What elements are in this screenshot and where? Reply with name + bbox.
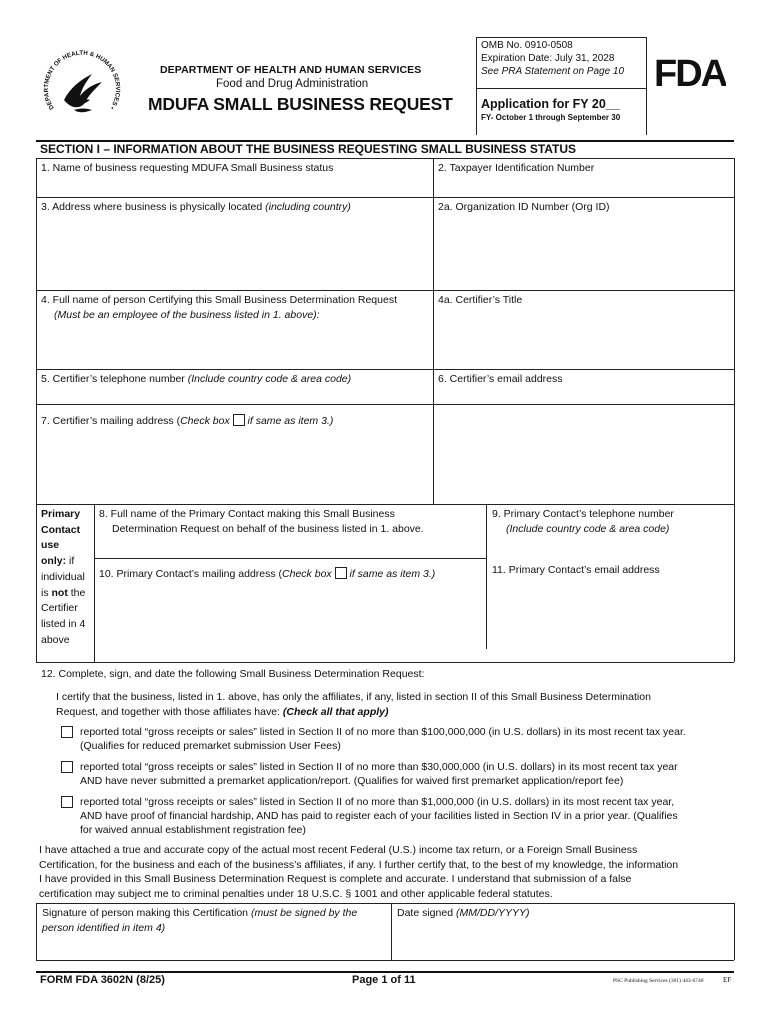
field-9-label: 9. Primary Contact’s telephone number: [492, 508, 674, 520]
option-30m[interactable]: [61, 760, 731, 790]
fy-note: FY- October 1 through September 30: [481, 113, 621, 122]
expiration-date: Expiration Date: July 31, 2028: [481, 53, 615, 64]
field-11-label: 11. Primary Contact’s email address: [492, 564, 660, 576]
field-3-address[interactable]: [41, 200, 351, 215]
field-5-label: 5. Certifier’s telephone number: [41, 373, 188, 385]
fda-logo: [652, 52, 726, 92]
option-100m-checkbox[interactable]: [61, 726, 73, 738]
primary-contact-note: [41, 507, 93, 648]
field-8-label-2: Determination Request on behalf of the business listed in 1. above.: [112, 523, 424, 535]
field-12-label: 12. Complete, sign, and date the following Small Business Determination Request:: [41, 668, 425, 680]
field-2a-org-id[interactable]: [438, 200, 610, 215]
signature-label: Signature of person making this Certification: [42, 907, 251, 919]
same-as-item3-checkbox-7[interactable]: [233, 414, 245, 426]
attestation-text: [39, 843, 678, 901]
page-number: Page 1 of 11: [352, 974, 416, 986]
field-5-certifier-phone[interactable]: [41, 372, 351, 387]
application-fy: Application for FY 20__: [481, 97, 620, 111]
signature-hint-2: person identified in item 4): [42, 922, 166, 934]
psc-publishing-note: PSC Publishing Services (301) 443-6740: [613, 978, 704, 984]
form-title: MDUFA SMALL BUSINESS REQUEST: [148, 94, 453, 114]
certify-line-2: Request, and together with those affiliates have:: [56, 706, 283, 718]
date-signed-label: Date signed: [397, 907, 456, 919]
option-1m-line-2: AND have proof of financial hardship, AND has paid to register each of your facilities listed in Section IV in a prior year. (Qualifies: [80, 810, 678, 822]
field-4-certifier-name[interactable]: [41, 293, 397, 323]
field-3-label: 3. Address where business is physically located: [41, 201, 266, 213]
agency-name: Food and Drug Administration: [216, 78, 369, 90]
field-4-hint: (Must be an employee of the business listed in 1. above):: [54, 309, 320, 321]
pc-note-3: use: [41, 539, 60, 552]
certify-statement: [56, 690, 651, 720]
pc-note-5: individual: [41, 570, 85, 583]
field-5-hint: (Include country code & area code): [187, 373, 352, 385]
field-7-label: 7. Certifier’s mailing address (: [41, 415, 181, 427]
pc-note-4: only:: [41, 555, 67, 568]
option-100m-line-2: (Qualifies for reduced premarket submission User Fees): [80, 740, 341, 752]
field-10-hint: Check box: [282, 568, 332, 580]
pra-statement-note: See PRA Statement on Page 10: [481, 66, 625, 77]
date-signed-hint: (MM/DD/YYYY): [455, 907, 530, 919]
pc-note-6c: the: [67, 586, 86, 599]
attest-line-2: Certification, for the business and each of the business’s affiliates, if any. I further certify that, to the best of my knowledge, the information: [39, 858, 679, 871]
pc-note-7: Certifier: [41, 602, 78, 615]
field-1-label: 1. Name of business requesting MDUFA Small Business status: [41, 162, 334, 174]
field-8-label: 8. Full name of the Primary Contact making this Small Business: [99, 508, 395, 520]
field-2-label: 2. Taxpayer Identification Number: [438, 162, 595, 174]
field-6-label: 6. Certifier’s email address: [438, 373, 563, 385]
field-4a-certifier-title[interactable]: [438, 293, 522, 308]
signature-field[interactable]: [42, 906, 357, 936]
option-1m-line-1: reported total “gross receipts or sales” listed in Section II of no more than $1,000,000 (in U.S. dollars) in its most recent tax year,: [80, 796, 675, 808]
field-7-hint: Check box: [180, 415, 230, 427]
field-4a-label: 4a. Certifier’s Title: [438, 294, 523, 306]
signature-hint: (must be signed by the: [250, 907, 358, 919]
option-100m-line-1: reported total “gross receipts or sales” listed in Section II of no more than $100,000,000 (in U.S. dollars) in its most recent tax year.: [80, 726, 686, 738]
pc-note-9: above: [41, 633, 70, 646]
seal-text: DEPARTMENT OF HEALTH & HUMAN SERVICES •: [42, 49, 122, 111]
field-2-taxpayer-id[interactable]: [438, 161, 594, 176]
field-7-hint-2: if same as item 3.): [247, 415, 334, 427]
field-1-business-name[interactable]: [41, 161, 333, 176]
field-8-primary-contact-name[interactable]: [99, 507, 424, 537]
fda-logo-text: FDA: [654, 53, 726, 92]
attest-line-4: certification may subject me to criminal penalties under 18 U.S.C. § 1001 and other applicable federal statutes.: [39, 887, 553, 900]
pc-note-1: Primary: [41, 508, 81, 520]
option-100m[interactable]: [61, 725, 731, 755]
option-1m[interactable]: [61, 795, 731, 839]
field-10-primary-contact-mailing-address[interactable]: [99, 567, 435, 582]
pc-note-8: listed in 4: [41, 617, 86, 630]
section-1-title: SECTION I – INFORMATION ABOUT THE BUSINESS REQUESTING SMALL BUSINESS STATUS: [40, 142, 577, 156]
omb-number: OMB No. 0910-0508: [481, 40, 573, 51]
field-2a-label: 2a. Organization ID Number (Org ID): [438, 201, 610, 213]
form-number: FORM FDA 3602N (8/25): [40, 974, 165, 986]
hhs-seal: [40, 38, 122, 130]
check-all-note: (Check all that apply): [282, 706, 389, 718]
field-11-primary-contact-email[interactable]: [492, 563, 660, 578]
department-name: DEPARTMENT OF HEALTH AND HUMAN SERVICES: [160, 64, 422, 76]
field-10-label: 10. Primary Contact’s mailing address (: [99, 568, 283, 580]
pc-note-6b: not: [51, 586, 68, 599]
field-9-primary-contact-phone[interactable]: [492, 507, 674, 537]
pc-note-4b: if: [66, 555, 75, 568]
field-7-certifier-mailing-address[interactable]: [41, 414, 333, 429]
field-6-certifier-email[interactable]: [438, 372, 563, 387]
ef-mark: EF: [723, 976, 732, 984]
option-1m-line-3: for waived annual establishment registration fee): [80, 824, 306, 836]
option-30m-checkbox[interactable]: [61, 761, 73, 773]
option-1m-checkbox[interactable]: [61, 796, 73, 808]
option-30m-line-2: AND have never submitted a premarket application/report. (Qualifies for waived first premarket application/report fee): [80, 775, 624, 787]
date-signed-field[interactable]: [397, 906, 529, 921]
pc-note-2: Contact: [41, 523, 81, 536]
field-9-hint: (Include country code & area code): [506, 523, 670, 535]
certify-line-1: I certify that the business, listed in 1. above, has only the affiliates, if any, listed in section II of this Small Business Determination: [56, 691, 651, 703]
field-10-hint-2: if same as item 3.): [349, 568, 436, 580]
attest-line-3: I have provided in this Small Business Determination Request is complete and accurate. I understand that submission of a false: [39, 873, 632, 885]
option-30m-line-1: reported total “gross receipts or sales” listed in Section II of no more than $30,000,000 (in U.S. dollars) in its most recent tax year: [80, 761, 678, 773]
attest-line-1: I have attached a true and accurate copy of the actual most recent Federal (U.S.) income tax return, or a Foreign Small Business: [39, 844, 638, 856]
same-as-item3-checkbox-10[interactable]: [335, 567, 347, 579]
field-4-label: 4. Full name of person Certifying this Small Business Determination Request: [41, 294, 397, 306]
pc-note-6a: is: [41, 586, 52, 599]
field-3-hint: (including country): [265, 201, 351, 213]
